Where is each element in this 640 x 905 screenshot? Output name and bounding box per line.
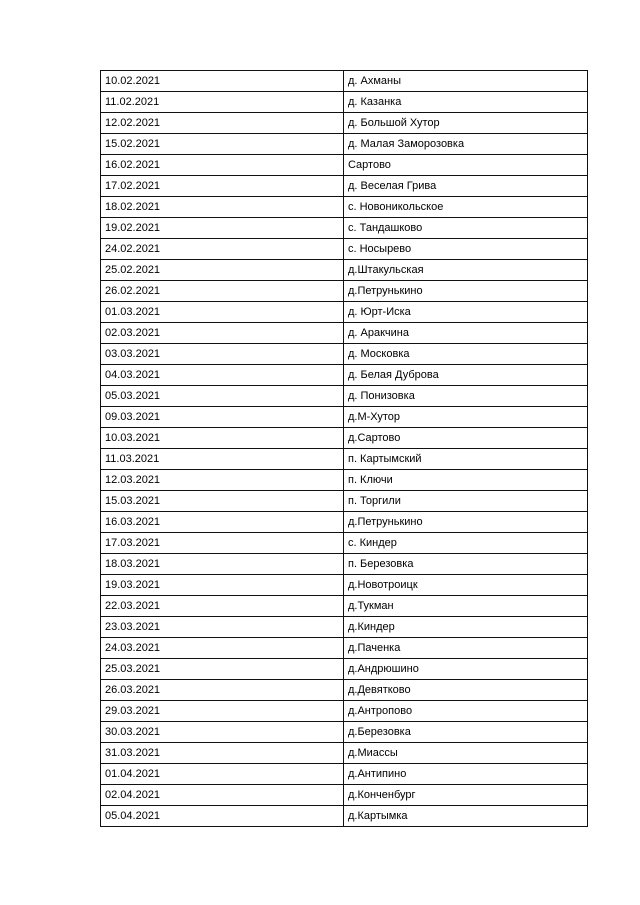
place-cell: д. Московка bbox=[343, 344, 587, 365]
place-cell: д. Казанка bbox=[343, 92, 587, 113]
place-cell: д.Антропово bbox=[343, 701, 587, 722]
place-cell: д.Миассы bbox=[343, 743, 587, 764]
date-cell: 25.03.2021 bbox=[101, 659, 344, 680]
date-cell: 01.04.2021 bbox=[101, 764, 344, 785]
table-row bbox=[101, 554, 588, 575]
place-cell: д.Новотроицк bbox=[343, 575, 587, 596]
date-cell: 25.02.2021 bbox=[101, 260, 344, 281]
table-row bbox=[101, 323, 588, 344]
place-cell: д.Девятково bbox=[343, 680, 587, 701]
table-row bbox=[101, 512, 588, 533]
date-cell: 24.02.2021 bbox=[101, 239, 344, 260]
table-row bbox=[101, 596, 588, 617]
place-cell: п. Торгили bbox=[343, 491, 587, 512]
place-cell: п. Ключи bbox=[343, 470, 587, 491]
place-cell: д.Петрунькино bbox=[343, 512, 587, 533]
place-cell: д. Ахманы bbox=[343, 71, 587, 92]
table-row bbox=[101, 680, 588, 701]
place-cell: д. Аракчина bbox=[343, 323, 587, 344]
table-row bbox=[101, 428, 588, 449]
table-row bbox=[101, 407, 588, 428]
place-cell: д. Белая Дуброва bbox=[343, 365, 587, 386]
place-cell: д. Веселая Грива bbox=[343, 176, 587, 197]
date-cell: 01.03.2021 bbox=[101, 302, 344, 323]
date-cell: 26.03.2021 bbox=[101, 680, 344, 701]
place-cell: с. Киндер bbox=[343, 533, 587, 554]
table-row bbox=[101, 617, 588, 638]
table-row bbox=[101, 533, 588, 554]
place-cell: д.Картымка bbox=[343, 806, 587, 827]
table-row bbox=[101, 260, 588, 281]
place-cell: д.Антипино bbox=[343, 764, 587, 785]
table-row bbox=[101, 344, 588, 365]
table-row bbox=[101, 659, 588, 680]
date-cell: 10.03.2021 bbox=[101, 428, 344, 449]
date-cell: 03.03.2021 bbox=[101, 344, 344, 365]
date-cell: 30.03.2021 bbox=[101, 722, 344, 743]
table-row bbox=[101, 785, 588, 806]
place-cell: Сартово bbox=[343, 155, 587, 176]
table-row bbox=[101, 176, 588, 197]
place-cell: д. Большой Хутор bbox=[343, 113, 587, 134]
place-cell: п. Картымский bbox=[343, 449, 587, 470]
table-row bbox=[101, 470, 588, 491]
date-cell: 17.02.2021 bbox=[101, 176, 344, 197]
table-row bbox=[101, 386, 588, 407]
date-cell: 16.03.2021 bbox=[101, 512, 344, 533]
date-cell: 10.02.2021 bbox=[101, 71, 344, 92]
table-row bbox=[101, 806, 588, 827]
date-cell: 11.03.2021 bbox=[101, 449, 344, 470]
schedule-table-body bbox=[101, 71, 588, 827]
date-cell: 19.02.2021 bbox=[101, 218, 344, 239]
table-row bbox=[101, 701, 588, 722]
table-row bbox=[101, 764, 588, 785]
date-cell: 22.03.2021 bbox=[101, 596, 344, 617]
table-row bbox=[101, 743, 588, 764]
date-cell: 11.02.2021 bbox=[101, 92, 344, 113]
date-cell: 17.03.2021 bbox=[101, 533, 344, 554]
place-cell: д.Петрунькино bbox=[343, 281, 587, 302]
date-cell: 24.03.2021 bbox=[101, 638, 344, 659]
place-cell: д.Андрюшино bbox=[343, 659, 587, 680]
date-cell: 18.02.2021 bbox=[101, 197, 344, 218]
place-cell: д. Малая Заморозовка bbox=[343, 134, 587, 155]
date-cell: 15.03.2021 bbox=[101, 491, 344, 512]
date-cell: 09.03.2021 bbox=[101, 407, 344, 428]
date-cell: 18.03.2021 bbox=[101, 554, 344, 575]
date-cell: 05.04.2021 bbox=[101, 806, 344, 827]
place-cell: д.Конченбург bbox=[343, 785, 587, 806]
place-cell: с. Новоникольское bbox=[343, 197, 587, 218]
date-cell: 15.02.2021 bbox=[101, 134, 344, 155]
table-row bbox=[101, 71, 588, 92]
table-row bbox=[101, 155, 588, 176]
date-cell: 31.03.2021 bbox=[101, 743, 344, 764]
place-cell: д.М-Хутор bbox=[343, 407, 587, 428]
date-cell: 12.03.2021 bbox=[101, 470, 344, 491]
table-row bbox=[101, 239, 588, 260]
table-row bbox=[101, 113, 588, 134]
table-row bbox=[101, 575, 588, 596]
date-cell: 16.02.2021 bbox=[101, 155, 344, 176]
table-row bbox=[101, 197, 588, 218]
date-cell: 04.03.2021 bbox=[101, 365, 344, 386]
table-row bbox=[101, 218, 588, 239]
date-cell: 29.03.2021 bbox=[101, 701, 344, 722]
table-row bbox=[101, 134, 588, 155]
place-cell: д.Киндер bbox=[343, 617, 587, 638]
date-cell: 12.02.2021 bbox=[101, 113, 344, 134]
place-cell: д.Тукман bbox=[343, 596, 587, 617]
date-cell: 19.03.2021 bbox=[101, 575, 344, 596]
place-cell: д.Березовка bbox=[343, 722, 587, 743]
place-cell: д.Штакульская bbox=[343, 260, 587, 281]
date-cell: 02.03.2021 bbox=[101, 323, 344, 344]
date-cell: 26.02.2021 bbox=[101, 281, 344, 302]
date-cell: 02.04.2021 bbox=[101, 785, 344, 806]
table-row bbox=[101, 92, 588, 113]
table-row bbox=[101, 365, 588, 386]
place-cell: п. Березовка bbox=[343, 554, 587, 575]
table-row bbox=[101, 302, 588, 323]
schedule-table bbox=[100, 70, 588, 827]
place-cell: с. Носырево bbox=[343, 239, 587, 260]
table-row bbox=[101, 449, 588, 470]
place-cell: д.Паченка bbox=[343, 638, 587, 659]
date-cell: 23.03.2021 bbox=[101, 617, 344, 638]
place-cell: д. Юрт-Иска bbox=[343, 302, 587, 323]
date-cell: 05.03.2021 bbox=[101, 386, 344, 407]
table-row bbox=[101, 722, 588, 743]
place-cell: с. Тандашково bbox=[343, 218, 587, 239]
place-cell: д.Сартово bbox=[343, 428, 587, 449]
table-row bbox=[101, 491, 588, 512]
table-row bbox=[101, 638, 588, 659]
table-row bbox=[101, 281, 588, 302]
place-cell: д. Понизовка bbox=[343, 386, 587, 407]
